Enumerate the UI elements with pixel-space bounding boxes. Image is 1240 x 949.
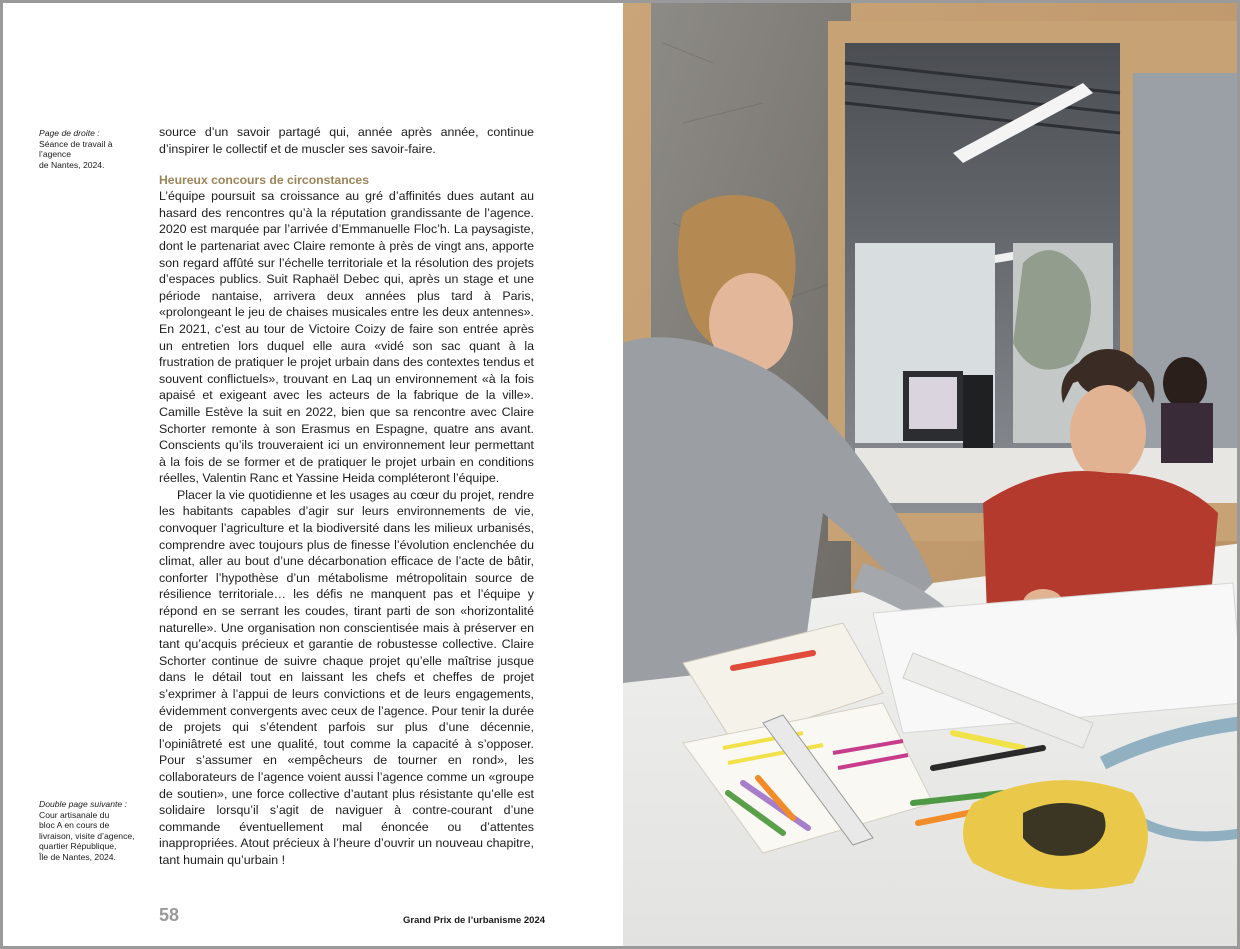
caption-top-line: de Nantes, 2024.: [39, 159, 105, 170]
caption-bottom-line: Île de Nantes, 2024.: [39, 851, 116, 862]
caption-bottom-title: Double page suivante :: [39, 799, 127, 809]
caption-bottom: [39, 799, 144, 863]
body-paragraph-1: L’équipe poursuit sa croissance au gré d’affinités dues autant au hasard des rencontres qu’à la réputation grandissante de l’agence. 2020 est marquée par l’arrivée d’Emmanuelle Floc’h. La paysagiste, dont le partenariat avec Claire remonte à près de vingt ans, apporte son regard affûté sur l’échelle territoriale et la résolution des projets d’espaces publics. Suit Raphaël Debec qui, après un stage et une période nantaise, arrivera deux années plus tard à Paris, «prolongeant le jeu de chaises musicales entre les deux antennes». En 2021, c’est au tour de Victoire Coizy de faire son entrée après un entretien lors duquel elle aura «vidé son sac quant à la frustration de pratiquer le projet urbain dans des contextes tendus et souvent conflictuels», trouvant en Laq un environnement «à la fois apaisé et exigeant avec les acteurs de la fabrique de la ville». Camille Estève la suit en 2022, bien que sa rencontre avec Claire Schorter remonte à son Erasmus en Espagne, quatre ans avant. Conscients qu’ils trouveraient ici un environnement leur permettant à la fois de se former et de pratiquer le projet urbain en conditions réelles, Valentin Ranc et Yassine Heida compléteront l’équipe.: [159, 189, 534, 486]
running-footer: Grand Prix de l’urbanisme 2024: [403, 915, 546, 926]
left-page: [3, 3, 621, 949]
caption-bottom-line: Cour artisanale du: [39, 809, 110, 820]
intro-paragraph: source d’un savoir partagé qui, année après année, continue d’inspirer le collectif et de muscler ses savoir-faire.: [159, 125, 534, 156]
caption-top-line: Séance de travail à l’agence: [39, 138, 113, 160]
page-number: 58: [159, 905, 180, 925]
caption-top-title: Page de droite :: [39, 128, 100, 138]
caption-bottom-line: livraison, visite d’agence,: [39, 830, 135, 841]
caption-bottom-line: quartier République,: [39, 841, 117, 852]
caption-bottom-line: bloc A en cours de: [39, 820, 110, 831]
section-heading: Heureux concours de circonstances: [159, 173, 369, 188]
office-work-session-photo: [623, 3, 1240, 949]
caption-top: [39, 128, 144, 170]
body-paragraph-2: Placer la vie quotidienne et les usages au cœur du projet, rendre les habitants capables d’agir sur leurs environnements de vie, convoquer l’agriculture et la biodiversité dans les milieux urbanisés, comprendre avec toujours plus de finesse l’évolution enclenchée du climat, aller au bout d’une décarbonation efficace de l’acte de bâtir, conforter l’hypothèse d’un métabolisme métropolitain source de résilience territoriale… les défis ne manquent pas et l’équipe y répond en se serrant les coudes, tirant parti de son «horizontalité naturelle». Une organisation non conscientisée mais à préserver en tant qu’acquis précieux et garantie de robustesse collective. Claire Schorter continue de suivre chaque projet qu’elle maîtrise jusque dans le détail tout en laissant les chefs et cheffes de projet s’exprimer à l’appui de leurs convictions et de leurs engagements, évidemment convergents avec ceux de l’agence. Pour tenir la durée de projets qui s’étendent parfois sur plus d’une décennie, l’opiniâtreté est une qualité, tout comme la capacité à s’opposer. Pour s’assumer en «empêcheurs de tourner en rond», les collaborateurs de l’agence voient aussi l’agence comme un «groupe de soutien», une force collective d’autant plus résistante qu’elle est solidaire lorsqu’il s’agit de naviguer à contre-courant d’une commande éventuellement mal énoncée ou d’attentes inappropriées. Atout précieux à l’heure d’ouvrir un nouveau chapitre, tant humain qu’urbain !: [159, 487, 534, 867]
body-text-column: [159, 124, 534, 869]
